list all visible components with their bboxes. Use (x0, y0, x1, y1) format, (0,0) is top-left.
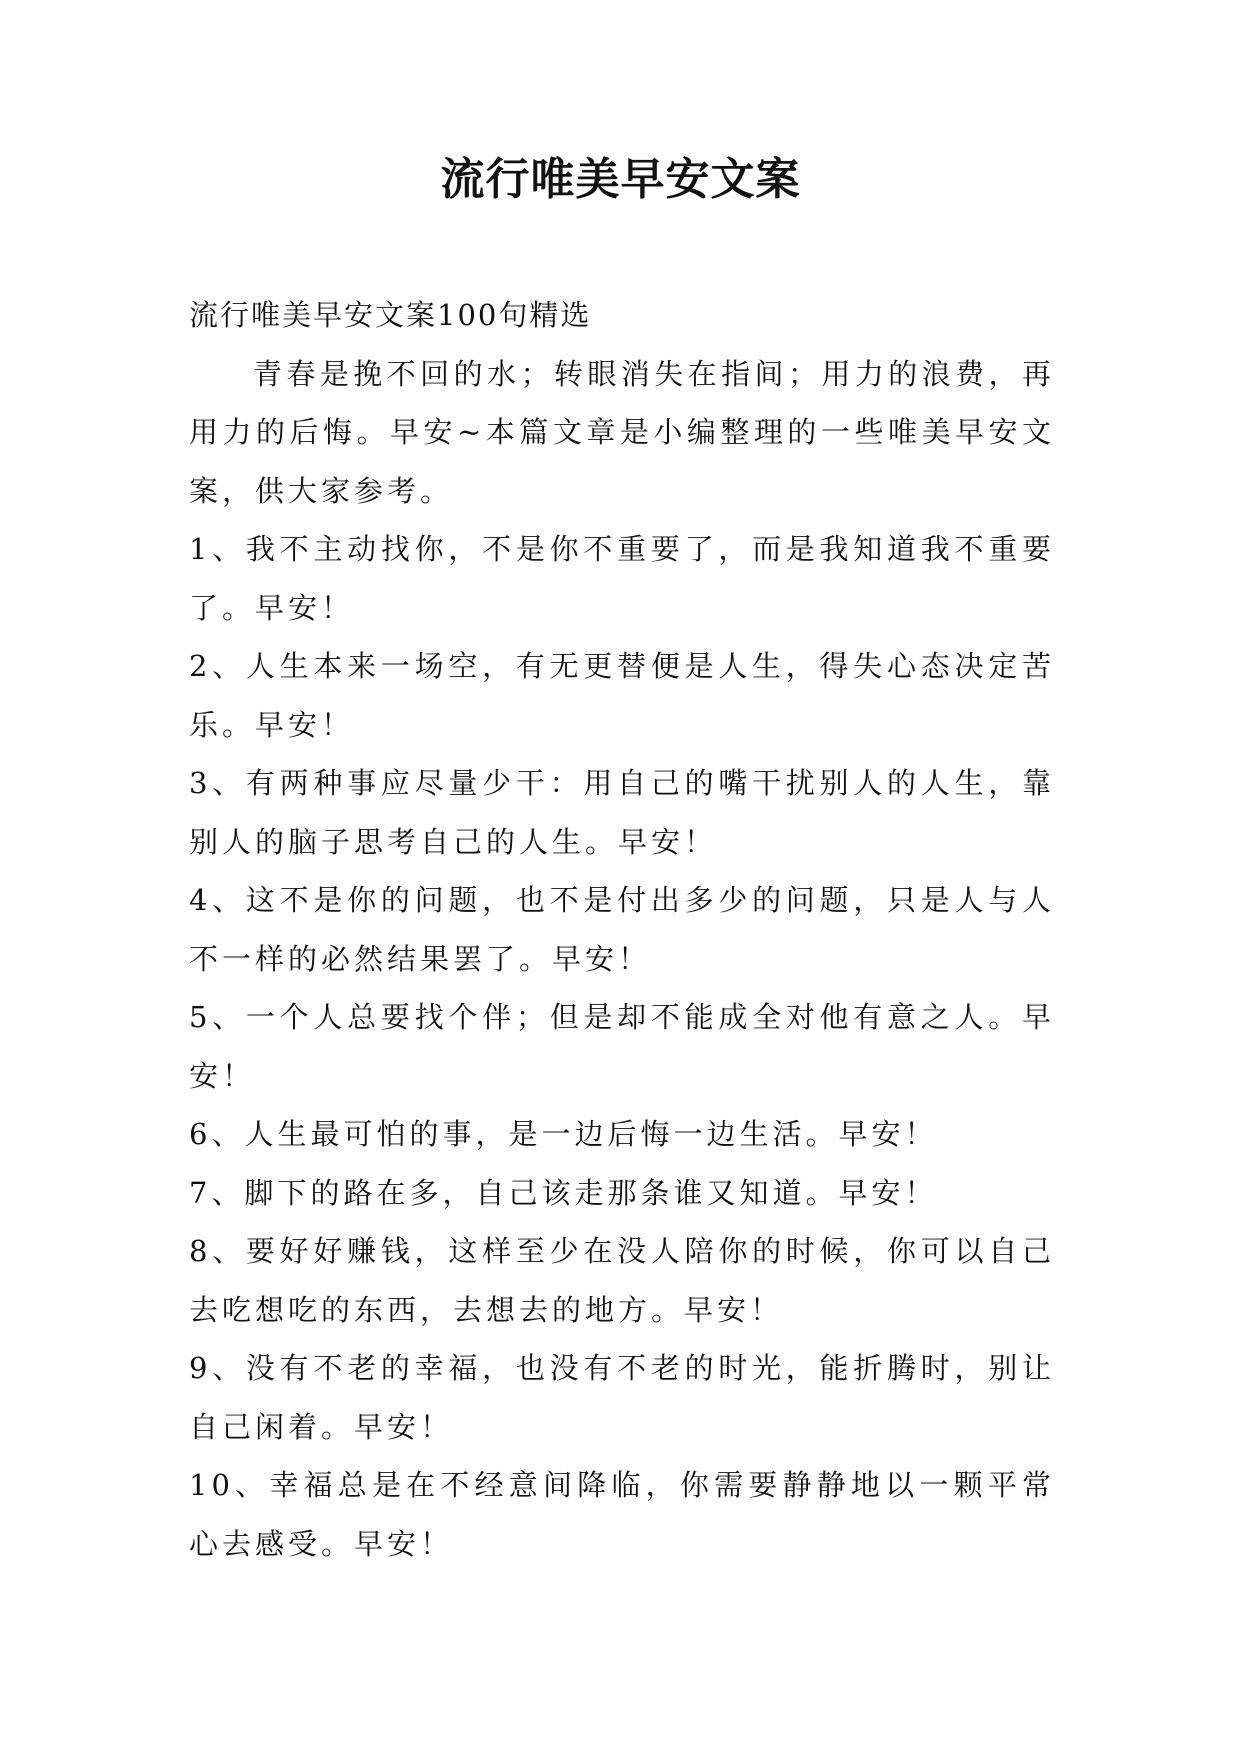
document-title: 流行唯美早安文案 (440, 154, 801, 205)
list-item: 2、人生本来一场空，有无更替便是人生，得失心态决定苦乐。早安！ (189, 649, 1055, 742)
list-item: 5、一个人总要找个伴；但是却不能成全对他有意之人。早安！ (189, 1000, 1055, 1093)
list-item: 1、我不主动找你，不是你不重要了，而是我知道我不重要了。早安！ (189, 532, 1055, 625)
list-item: 7、脚下的路在多，自己该走那条谁又知道。早安！ (189, 1175, 938, 1210)
list-item: 3、有两种事应尽量少干：用自己的嘴干扰别人的人生，靠别人的脑子思考自己的人生。早安！ (189, 766, 1055, 859)
list-item: 6、人生最可怕的事，是一边后悔一边生活。早安！ (189, 1117, 938, 1151)
list-item: 10、幸福总是在不经意间降临，你需要静静地以一颗平常心去感受。早安！ (189, 1468, 1055, 1561)
document-subtitle: 流行唯美早安文案100句精选 (189, 298, 592, 332)
intro-paragraph: 青春是挽不回的水；转眼消失在指间；用力的浪费，再用力的后悔。早安~本篇文章是小编整理的一些唯美早安文案，供大家参考。 (189, 356, 1055, 508)
document-body (189, 286, 1055, 1573)
list-item: 8、要好好赚钱，这样至少在没人陪你的时候，你可以自己去吃想吃的东西，去想去的地方。早安！ (189, 1234, 1055, 1327)
list-item: 9、没有不老的幸福，也没有不老的时光，能折腾时，别让自己闲着。早安！ (189, 1351, 1055, 1444)
list-item: 4、这不是你的问题，也不是付出多少的问题，只是人与人不一样的必然结果罢了。早安！ (189, 883, 1055, 976)
